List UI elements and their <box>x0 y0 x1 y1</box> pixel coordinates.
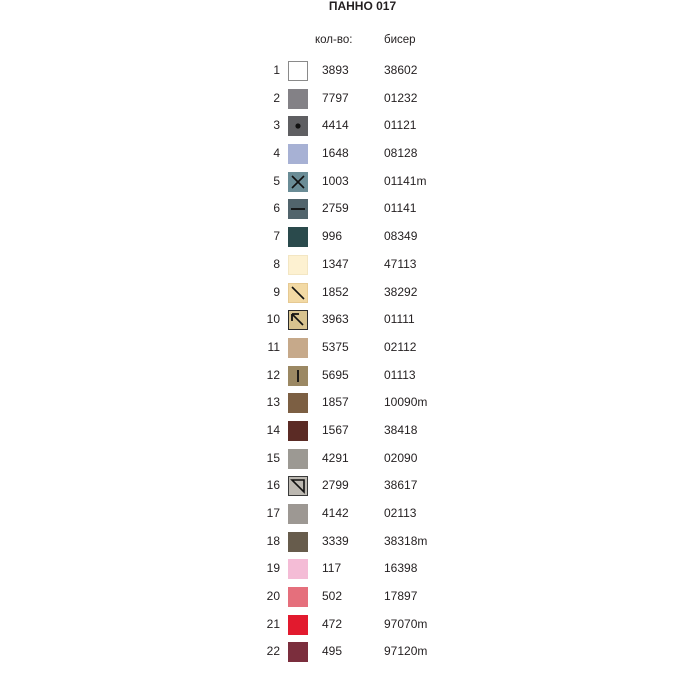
dash-icon <box>288 199 308 219</box>
row-number: 20 <box>266 589 280 604</box>
row-number: 15 <box>266 450 280 465</box>
bead-code: 02112 <box>384 339 417 354</box>
color-swatch <box>288 144 308 164</box>
count-column-header: кол-во: <box>315 34 353 46</box>
color-swatch <box>288 559 308 579</box>
color-swatch <box>288 476 308 496</box>
row-number: 1 <box>273 63 280 77</box>
thread-count: 117 <box>322 561 342 576</box>
color-swatch <box>288 255 308 275</box>
bead-code: 38418 <box>384 422 418 437</box>
bead-code: 02113 <box>384 506 417 520</box>
thread-count: 1567 <box>322 422 349 437</box>
thread-count: 495 <box>322 644 343 659</box>
bead-code: 10090m <box>384 395 428 410</box>
list-item <box>0 279 700 307</box>
color-swatch <box>288 199 308 219</box>
list-item <box>0 500 700 528</box>
row-number: 17 <box>266 506 280 520</box>
color-swatch <box>288 393 308 413</box>
bead-code: 01232 <box>384 90 418 105</box>
list-item <box>0 251 700 279</box>
bead-code: 38602 <box>384 63 418 77</box>
color-swatch <box>288 283 308 303</box>
bead-code: 97070m <box>384 616 428 631</box>
list-item <box>0 140 700 168</box>
list-item <box>0 57 700 85</box>
bead-code: 08128 <box>384 146 418 161</box>
color-swatch <box>288 116 308 136</box>
triangle-icon <box>288 476 308 496</box>
list-item <box>0 112 700 140</box>
color-swatch <box>288 421 308 441</box>
thread-count: 2799 <box>322 478 349 493</box>
bead-code: 08349 <box>384 229 418 244</box>
list-item <box>0 168 700 196</box>
bead-code: 16398 <box>384 561 418 576</box>
row-number: 16 <box>266 478 280 493</box>
color-swatch <box>288 449 308 469</box>
list-item <box>0 555 700 583</box>
row-number: 3 <box>273 118 280 133</box>
row-number: 5 <box>273 173 280 188</box>
color-swatch <box>288 615 308 635</box>
list-item <box>0 445 700 473</box>
row-number: 10 <box>266 312 280 327</box>
list-item <box>0 362 700 390</box>
bead-code: 01141m <box>384 173 427 188</box>
row-number: 13 <box>266 395 280 410</box>
color-swatch <box>288 89 308 109</box>
bead-code: 01113 <box>384 367 416 382</box>
bead-column-header: бисер <box>384 34 416 46</box>
thread-count: 3893 <box>322 63 349 77</box>
thread-count: 1852 <box>322 284 349 299</box>
color-swatch <box>288 642 308 662</box>
list-item <box>0 417 700 445</box>
row-number: 12 <box>266 367 280 382</box>
arrow-up-left-icon <box>288 310 308 330</box>
thread-count: 502 <box>322 589 343 604</box>
thread-count: 1857 <box>322 395 349 410</box>
row-number: 2 <box>273 90 280 105</box>
list-item <box>0 638 700 666</box>
color-swatch <box>288 587 308 607</box>
row-number: 14 <box>266 422 280 437</box>
color-swatch <box>288 172 308 192</box>
list-item <box>0 223 700 251</box>
thread-count: 4291 <box>322 450 349 465</box>
bead-code: 02090 <box>384 450 418 465</box>
row-number: 19 <box>266 561 280 576</box>
row-number: 22 <box>266 644 280 659</box>
thread-count: 2759 <box>322 201 349 216</box>
color-key-list <box>0 57 700 666</box>
page-title: ПАННО 017 <box>328 0 397 13</box>
list-item <box>0 85 700 113</box>
color-swatch <box>288 504 308 524</box>
thread-count: 472 <box>322 616 343 631</box>
thread-count: 1347 <box>322 256 349 271</box>
bead-code: 01121 <box>384 118 417 133</box>
cross-icon <box>288 172 308 192</box>
row-number: 21 <box>266 616 280 631</box>
bead-code: 17897 <box>384 589 418 604</box>
row-number: 18 <box>266 533 280 548</box>
list-item <box>0 472 700 500</box>
thread-count: 996 <box>322 229 343 244</box>
row-number: 7 <box>273 229 280 244</box>
bead-code: 01111 <box>384 312 415 327</box>
row-number: 11 <box>267 339 280 354</box>
row-number: 6 <box>273 201 280 216</box>
list-item <box>0 306 700 334</box>
color-swatch <box>288 338 308 358</box>
thread-count: 1648 <box>322 146 349 161</box>
thread-count: 1003 <box>322 173 349 188</box>
color-swatch <box>288 532 308 552</box>
color-swatch <box>288 310 308 330</box>
thread-count: 4414 <box>322 118 349 133</box>
row-number: 9 <box>273 284 280 299</box>
thread-count: 7797 <box>322 90 349 105</box>
thread-count: 3339 <box>322 533 349 548</box>
list-item <box>0 334 700 362</box>
bead-code: 47113 <box>384 256 417 271</box>
list-item <box>0 389 700 417</box>
list-item <box>0 195 700 223</box>
thread-count: 3963 <box>322 312 349 327</box>
color-swatch <box>288 366 308 386</box>
thread-count: 4142 <box>322 506 349 520</box>
thread-count: 5375 <box>322 339 349 354</box>
color-swatch <box>288 227 308 247</box>
dot-icon <box>288 116 308 136</box>
bead-code: 97120m <box>384 644 428 659</box>
bead-code: 38292 <box>384 284 418 299</box>
list-item <box>0 611 700 639</box>
slash-icon <box>288 283 308 303</box>
bead-code: 38617 <box>384 478 418 493</box>
list-item <box>0 528 700 556</box>
vertical-bar-icon <box>288 366 308 386</box>
row-number: 4 <box>273 146 280 161</box>
row-number: 8 <box>273 256 280 271</box>
bead-code: 38318m <box>384 533 428 548</box>
thread-count: 5695 <box>322 367 349 382</box>
bead-code: 01141 <box>384 201 417 216</box>
color-swatch <box>288 61 308 81</box>
list-item <box>0 583 700 611</box>
